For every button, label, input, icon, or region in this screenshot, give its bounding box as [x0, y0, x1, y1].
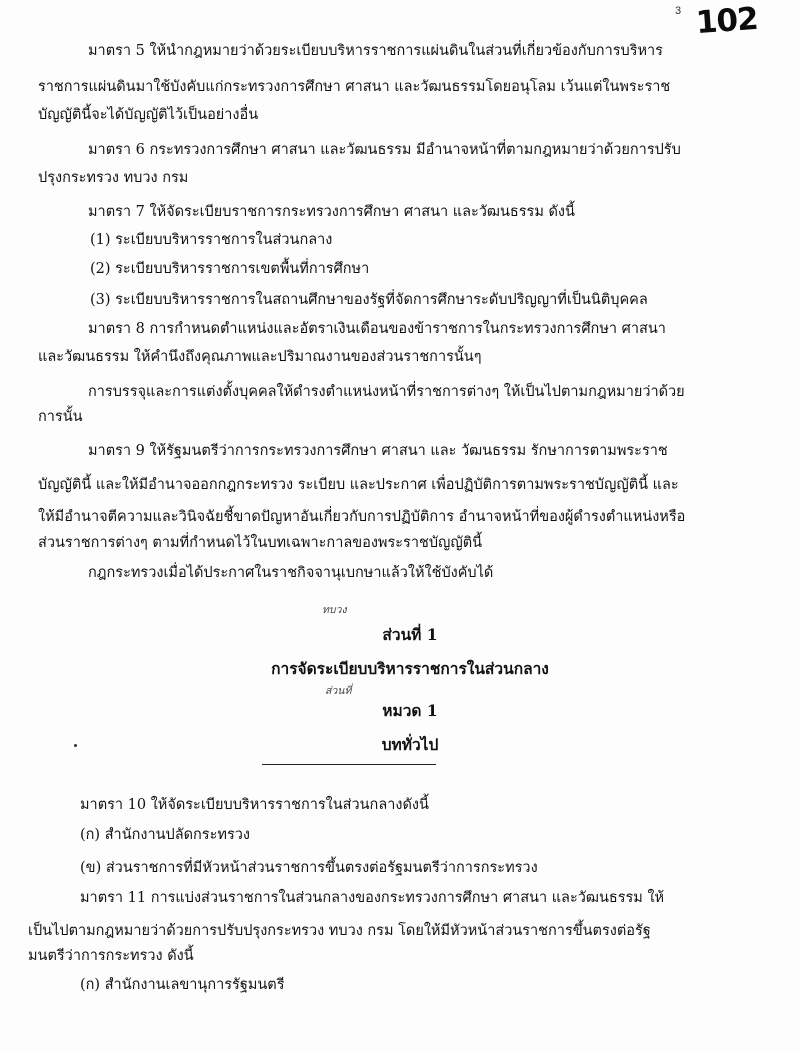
- section-11-line-3: มนตรีว่าการกระทรวง ดังนี้: [28, 948, 194, 964]
- section-9-line-5: กฎกระทรวงเมื่อได้ประกาศในราชกิจจานุเบกษาแล้วให้ใช้บังคับได้: [88, 565, 494, 581]
- section-8-line-2: และวัฒนธรรม ให้คำนึงถึงคุณภาพและปริมาณงานของส่วนราชการนั้นๆ: [38, 349, 482, 365]
- section-5-line-1: มาตรา 5 ให้นำกฎหมายว่าด้วยระเบียบบริหารราชการแผ่นดินในส่วนที่เกี่ยวข้องกับการบริหาร: [88, 43, 663, 59]
- section-9-line-2: บัญญัตินี้ และให้มีอำนาจออกกฎกระทรวง ระเบียบ และประกาศ เพื่อปฏิบัติการตามพระราชบัญญัตินี้ และ: [38, 477, 679, 493]
- section-9-line-4: ส่วนราชการต่างๆ ตามที่กำหนดไว้ในบทเฉพาะกาลของพระราชบัญญัตินี้: [38, 535, 483, 551]
- handwritten-note-part: ทบวง: [322, 604, 347, 616]
- scan-speck: [74, 744, 77, 747]
- section-5-line-3: บัญญัตินี้จะได้บัญญัติไว้เป็นอย่างอื่น: [38, 107, 259, 123]
- section-10-item-a: (ก) สำนักงานปลัดกระทรวง: [80, 827, 250, 843]
- part-title: การจัดระเบียบบริหารราชการในส่วนกลาง: [271, 659, 549, 678]
- section-10-item-b: (ข) ส่วนราชการที่มีหัวหน้าส่วนราชการขึ้นตรงต่อรัฐมนตรีว่าการกระทรวง: [80, 860, 538, 876]
- section-6-line-1: มาตรา 6 กระทรวงการศึกษา ศาสนา และวัฒนธรรม มีอำนาจหน้าที่ตามกฎหมายว่าด้วยการปรับ: [88, 142, 681, 158]
- section-8-line-4: การนั้น: [38, 409, 83, 425]
- section-7-item-2: (2) ระเบียบบริหารราชการเขตพื้นที่การศึกษา: [90, 261, 370, 277]
- section-6-line-2: ปรุงกระทรวง ทบวง กรม: [38, 170, 189, 186]
- section-7-line-1: มาตรา 7 ให้จัดระเบียบราชการกระทรวงการศึกษา ศาสนา และวัฒนธรรม ดังนี้: [88, 204, 575, 220]
- section-5-line-2: ราชการแผ่นดินมาใช้บังคับแก่กระทรวงการศึกษา ศาสนา และวัฒนธรรมโดยอนุโลม เว้นแต่ในพระราช: [38, 79, 671, 95]
- section-11-line-1: มาตรา 11 การแบ่งส่วนราชการในส่วนกลางของกระทรวงการศึกษา ศาสนา และวัฒนธรรม ให้: [80, 890, 665, 906]
- heading-rule: [262, 764, 436, 765]
- section-10-line-1: มาตรา 10 ให้จัดระเบียบบริหารราชการในส่วนกลางดังนี้: [80, 797, 429, 813]
- section-9-line-3: ให้มีอำนาจตีความและวินิจฉัยชี้ขาดปัญหาอันเกี่ยวกับการปฏิบัติการ อำนาจหน้าที่ของผู้ดำรงตำแหน่งหรือ: [38, 509, 686, 525]
- page-number: 3: [675, 5, 682, 17]
- chapter-title: บททั่วไป: [381, 735, 439, 754]
- section-8-line-1: มาตรา 8 การกำหนดตำแหน่งและอัตราเงินเดือนของข้าราชการในกระทรวงการศึกษา ศาสนา: [88, 321, 666, 337]
- section-11-item-a: (ก) สำนักงานเลขานุการรัฐมนตรี: [80, 977, 285, 993]
- section-9-line-1: มาตรา 9 ให้รัฐมนตรีว่าการกระทรวงการศึกษา ศาสนา และ วัฒนธรรม รักษาการตามพระราช: [88, 443, 668, 459]
- section-8-line-3: การบรรจุและการแต่งตั้งบุคคลให้ดำรงตำแหน่งหน้าที่ราชการต่างๆ ให้เป็นไปตามกฎหมายว่าด้วย: [88, 384, 685, 400]
- handwritten-page-stamp: 102: [694, 0, 759, 42]
- part-heading: ส่วนที่ 1: [382, 625, 438, 644]
- handwritten-note-chapter: ส่วนที่: [325, 685, 352, 697]
- section-11-line-2: เป็นไปตามกฎหมายว่าด้วยการปรับปรุงกระทรวง ทบวง กรม โดยให้มีหัวหน้าส่วนราชการขึ้นตรงต่อรัฐ: [28, 923, 651, 939]
- section-7-item-3: (3) ระเบียบบริหารราชการในสถานศึกษาของรัฐที่จัดการศึกษาระดับปริญญาที่เป็นนิติบุคคล: [90, 292, 648, 308]
- section-7-item-1: (1) ระเบียบบริหารราชการในส่วนกลาง: [90, 232, 333, 248]
- chapter-heading: หมวด 1: [382, 701, 438, 720]
